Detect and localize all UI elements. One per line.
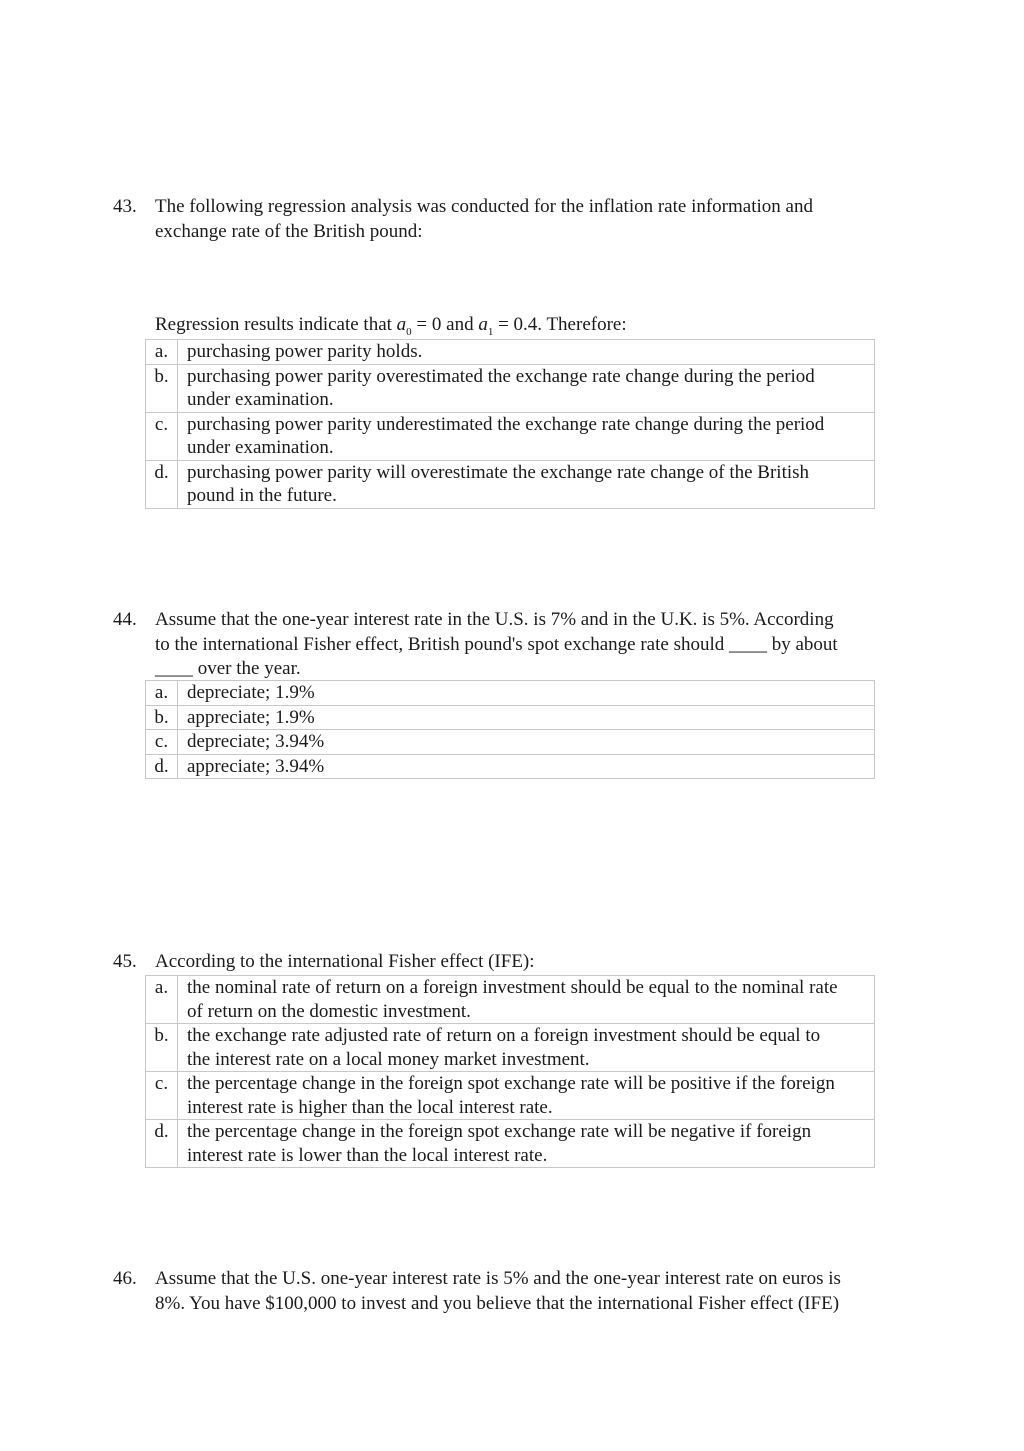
option-row[interactable] [146,1120,875,1168]
question-number: 46. [113,1268,137,1289]
option-text [178,460,875,508]
option-line: appreciate; 3.94% [187,755,325,777]
stem-line: ____ over the year. [155,658,301,679]
option-line: purchasing power parity overestimated the exchange rate change during the period [187,365,815,387]
option-letter: c. [146,730,178,755]
stem-line: 8%. You have $100,000 to invest and you believe that the international Fisher effect (IFE) [155,1292,840,1314]
option-letter: d. [146,460,178,508]
option-letter: a. [146,681,178,706]
option-letter: b. [146,364,178,412]
lead-var-a: a [396,314,407,335]
option-text [178,976,875,1024]
stem-line: exchange rate of the British pound: [155,220,423,242]
options-table [145,680,875,779]
option-line: interest rate is lower than the local interest rate. [187,1144,548,1166]
option-letter: b. [146,1024,178,1072]
question-number: 44. [113,609,137,630]
stem-line: According to the international Fisher effect (IFE): [155,951,535,972]
option-letter: c. [146,1072,178,1120]
option-line: pound in the future. [187,485,337,506]
stem-line: Assume that the one-year interest rate in the U.S. is 7% and in the U.K. is 5%. According [155,609,834,630]
option-line: depreciate; 3.94% [187,731,325,752]
lead-sub-0: 0 [406,325,412,338]
option-text [178,754,875,779]
option-row[interactable] [146,412,875,460]
option-text [178,730,875,755]
option-line: purchasing power parity holds. [187,341,423,362]
question-number: 45. [113,951,137,972]
option-row[interactable] [146,976,875,1024]
option-row[interactable] [146,730,875,755]
lead-mid: = 0 and [411,314,479,335]
option-line: interest rate is higher than the local interest rate. [187,1096,553,1118]
option-text [178,412,875,460]
option-line: purchasing power parity will overestimate the exchange rate change of the British [187,461,810,483]
option-line: the percentage change in the foreign spot exchange rate will be positive if the foreign [187,1073,835,1094]
option-row[interactable] [146,681,875,706]
lead-var-a: a [478,314,488,335]
lead-suffix: = 0.4. Therefore: [493,314,627,335]
question-number: 43. [113,196,137,217]
option-row[interactable] [146,705,875,730]
stem-line: to the international Fisher effect, British pound's spot exchange rate should ____ by about [155,633,838,655]
option-row[interactable] [146,364,875,412]
options-table [145,339,875,509]
question-stem [155,950,900,975]
option-line: of return on the domestic investment. [187,1000,471,1022]
stem-line: The following regression analysis was conducted for the inflation rate information and [155,196,813,217]
option-line: depreciate; 1.9% [187,682,315,703]
option-row[interactable] [146,754,875,779]
option-line: under examination. [187,437,334,458]
option-line: under examination. [187,389,334,410]
option-text [178,705,875,730]
option-line: the exchange rate adjusted rate of return on a foreign investment should be equal to [187,1025,821,1046]
lead-prefix: Regression results indicate that [155,314,397,335]
option-text [178,681,875,706]
option-text [178,1024,875,1072]
option-letter: c. [146,412,178,460]
option-line: the interest rate on a local money market investment. [187,1048,590,1070]
option-letter: a. [146,340,178,365]
option-line: the nominal rate of return on a foreign investment should be equal to the nominal rate [187,977,838,998]
option-text [178,1072,875,1120]
question-stem [155,195,900,244]
option-line: the percentage change in the foreign spot exchange rate will be negative if foreign [187,1121,812,1142]
option-letter: d. [146,754,178,779]
option-row[interactable] [146,460,875,508]
stem-line: Assume that the U.S. one-year interest rate is 5% and the one-year interest rate on euros is [155,1268,841,1289]
option-row[interactable] [146,340,875,365]
question-stem [155,1267,900,1316]
option-text [178,1120,875,1168]
option-letter: d. [146,1120,178,1168]
option-text [178,340,875,365]
option-row[interactable] [146,1072,875,1120]
options-table [145,975,875,1168]
lead-sub-1: 1 [487,325,494,338]
option-line: appreciate; 1.9% [187,706,315,728]
option-line: purchasing power parity underestimated the exchange rate change during the period [187,413,825,435]
option-letter: a. [146,976,178,1024]
option-row[interactable] [146,1024,875,1072]
question-stem [155,608,900,682]
option-text [178,364,875,412]
option-letter: b. [146,705,178,730]
